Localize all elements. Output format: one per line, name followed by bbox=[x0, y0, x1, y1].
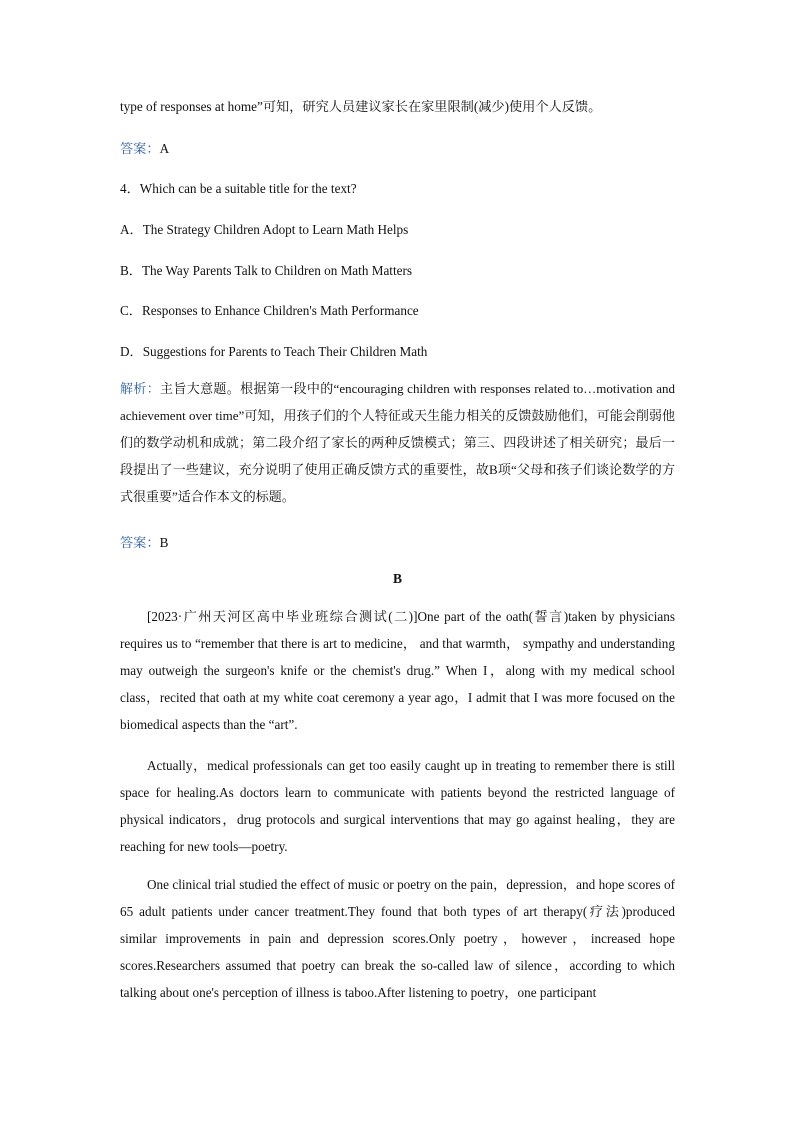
answer-value: A bbox=[159, 141, 170, 156]
q3-answer bbox=[120, 138, 169, 157]
answer-label: 答案： bbox=[120, 535, 160, 550]
q4-analysis bbox=[120, 375, 675, 510]
q4-answer bbox=[120, 532, 168, 551]
paragraph-text: One part of the oath(誓言)taken by physicians requires us to “remember that there is art to medicine， and that warmth， sympathy and understanding may outweigh the surgeon's knife or the chemist's drug.” When I，along with my medical school class，recited that oath at my white coat ceremony a year ago，I admit that I was more focused on the biomedical aspects than the “art”. bbox=[120, 609, 675, 732]
answer-value: B bbox=[159, 535, 169, 550]
q4-question: 4．Which can be a suitable title for the text? bbox=[120, 181, 357, 196]
q4-option-a: A．The Strategy Children Adopt to Learn Math Helps bbox=[120, 222, 409, 237]
analysis-label: 解析： bbox=[120, 381, 161, 396]
section-heading: B bbox=[392, 571, 402, 586]
q3-analysis-tail: type of responses at home”可知，研究人员建议家长在家里限制(减少)使用个人反馈。 bbox=[120, 99, 602, 114]
q4-option-d: D．Suggestions for Parents to Teach Their Children Math bbox=[120, 344, 428, 359]
passage-paragraph-3: One clinical trial studied the effect of music or poetry on the pain，depression，and hope scores of 65 adult patients under cancer treatment.They found that both types of art therapy(疗法)produced similar improvements in pain and depression scores.Only poetry，however，increased hope scores.Researchers assumed that poetry can break the so-called law of silence，according to which talking about one's perception of illness is taboo.After listening to poetry，one participant bbox=[120, 877, 675, 1000]
q4-option-b: B．The Way Parents Talk to Children on Math Matters bbox=[120, 263, 413, 278]
analysis-text: 主旨大意题。根据第一段中的“encouraging children with responses related to…motivation and achievement over time”可知，用孩子们的个人特征或天生能力相关的反馈鼓励他们，可能会削弱他们的数学动机和成就；第二段介绍了家长的两种反馈模式；第三、四段讲述了相关研究；最后一段提出了一些建议，充分说明了使用正确反馈方式的重要性，故B项“父母和孩子们谈论数学的方式很重要”适合作本文的标题。 bbox=[120, 381, 675, 504]
passage-paragraph-2: Actually，medical professionals can get too easily caught up in treating to remember there is still space for healing.As doctors learn to communicate with patients beyond the restricted language of physical indicators，drug protocols and surgical interventions that may go against healing，they are reaching for new tools—poetry. bbox=[120, 758, 675, 854]
passage-source: [2023·广州天河区高中毕业班综合测试(二)] bbox=[147, 609, 418, 624]
answer-label: 答案： bbox=[120, 141, 160, 156]
passage-paragraph-1 bbox=[120, 603, 675, 738]
q4-option-c: C．Responses to Enhance Children's Math Performance bbox=[120, 303, 419, 318]
